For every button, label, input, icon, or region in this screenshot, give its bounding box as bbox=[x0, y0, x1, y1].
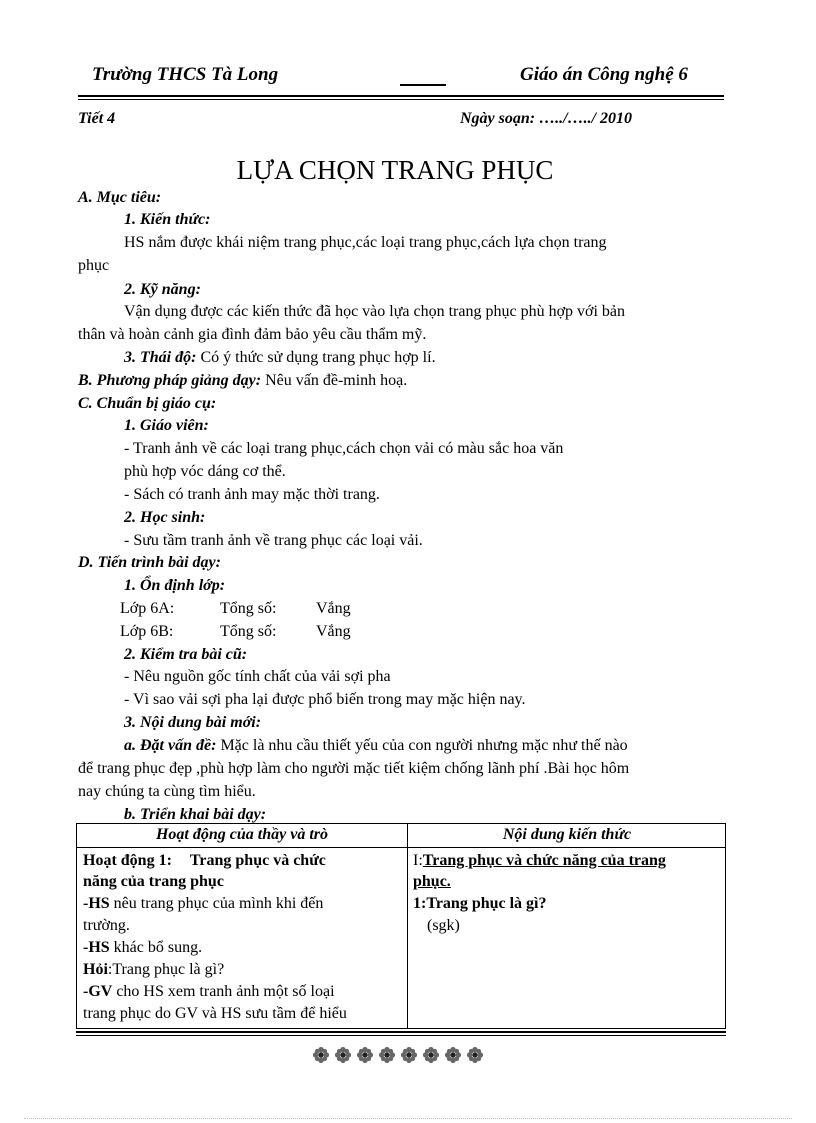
table-left-line-1 bbox=[83, 894, 323, 914]
section-d1-title: 1. Ổn định lớp: bbox=[124, 577, 226, 594]
table-column-divider bbox=[407, 824, 408, 1028]
class-row-lop: Lớp 6B: bbox=[120, 623, 174, 640]
section-d3a-text-3: nay chúng ta cùng tìm hiểu. bbox=[78, 783, 256, 800]
page-title: LỰA CHỌN TRANG PHỤC bbox=[236, 155, 554, 185]
section-a3-title: 3. Thái độ: bbox=[124, 349, 197, 366]
section-d2-title: 2. Kiểm tra bài cũ: bbox=[124, 646, 248, 663]
section-d-title: D. Tiến trình bài dạy: bbox=[78, 554, 221, 571]
section-d3a-text-2: để trang phục đẹp ,phù hợp làm cho người mặc tiết kiệm chống lãnh phí .Bài học hôm bbox=[78, 760, 630, 777]
table-left-line-4 bbox=[83, 960, 224, 980]
header-subject: Giáo án Công nghệ 6 bbox=[520, 64, 688, 85]
table-left-line-1-bold: -HS bbox=[83, 895, 110, 912]
table-header-divider bbox=[77, 847, 725, 848]
section-c1-title: 1. Giáo viên: bbox=[124, 417, 209, 434]
section-a2-title: 2. Kỹ năng: bbox=[124, 281, 201, 298]
section-c2-title: 2. Học sinh: bbox=[124, 509, 206, 526]
activity-1-title-2: năng của trang phục bbox=[83, 873, 224, 890]
table-left-line-3-bold: -HS bbox=[83, 939, 110, 956]
table-left-line-6: trang phục do GV và HS sưu tầm để hiểu bbox=[83, 1005, 347, 1022]
table-left-line-5-bold: -GV bbox=[83, 983, 113, 1000]
prep-date: Ngày soạn: …../…../ 2010 bbox=[460, 110, 632, 127]
flower-icon bbox=[378, 1046, 396, 1064]
activity-1-title-1: Trang phục và chức bbox=[189, 852, 326, 869]
section-a2-text-1: Vận dụng được các kiến thức đã học vào lựa chọn trang phục phù hợp với bản bbox=[124, 303, 626, 320]
header-dash bbox=[400, 84, 446, 86]
table-left-line-4-bold: Hỏi bbox=[83, 961, 108, 978]
activity-1-label: Hoạt động 1: bbox=[83, 852, 172, 869]
section-d2-text-1: - Nêu nguồn gốc tính chất của vải sợi pha bbox=[124, 668, 391, 685]
section-a2-text-2: thân và hoàn cảnh gia đình đảm bảo yêu cầu thẩm mỹ. bbox=[78, 326, 427, 343]
page-bottom-dotted-line bbox=[24, 1118, 792, 1119]
lesson-table bbox=[76, 823, 726, 1029]
section-d3-title: 3. Nội dung bài mới: bbox=[124, 714, 262, 731]
section-d3a-title: a. Đặt vấn đề: bbox=[124, 737, 217, 754]
header-rule bbox=[78, 95, 724, 97]
flower-icon bbox=[312, 1046, 330, 1064]
section-b-title: B. Phương pháp giảng dạy: bbox=[78, 372, 262, 389]
section-b-text: Nêu vấn đề-minh hoạ. bbox=[261, 372, 408, 389]
section-d3a bbox=[124, 736, 628, 756]
table-left-line-1-text: nêu trang phục của mình khi đến bbox=[109, 895, 324, 912]
flower-icon bbox=[422, 1046, 440, 1064]
class-row-tong: Tổng số: bbox=[220, 623, 277, 640]
footer-rule bbox=[76, 1031, 726, 1033]
flower-icon bbox=[356, 1046, 374, 1064]
activity-1-title bbox=[83, 851, 326, 871]
table-header-activities: Hoạt động của thầy và trò bbox=[155, 826, 328, 843]
section-c-title: C. Chuẩn bị giáo cụ: bbox=[78, 395, 217, 412]
lesson-number: Tiết 4 bbox=[78, 110, 116, 127]
content-section-prefix: I: bbox=[413, 852, 423, 869]
section-b bbox=[78, 371, 407, 391]
class-row-tong: Tổng số: bbox=[220, 600, 277, 617]
flower-icon bbox=[334, 1046, 352, 1064]
section-a1-text-2: phục bbox=[78, 257, 110, 274]
table-header-content: Nội dung kiến thức bbox=[502, 826, 632, 843]
class-row-vang: Vắng bbox=[316, 623, 351, 640]
section-c1-text-2: phù hợp vóc dáng cơ thể. bbox=[124, 463, 286, 480]
content-question-1: 1:Trang phục là gì? bbox=[413, 895, 547, 912]
section-c1-text-3: - Sách có tranh ảnh may mặc thời trang. bbox=[124, 486, 380, 503]
section-c1-text-1: - Tranh ảnh về các loại trang phục,cách chọn vải có màu sắc hoa văn bbox=[124, 440, 564, 457]
flower-icon bbox=[400, 1046, 418, 1064]
content-answer-1: (sgk) bbox=[427, 917, 460, 934]
class-row-vang: Vắng bbox=[316, 600, 351, 617]
section-a1-title: 1. Kiến thức: bbox=[124, 211, 211, 228]
table-left-line-5-text: cho HS xem tranh ảnh một số loại bbox=[112, 983, 335, 1000]
section-a3 bbox=[124, 348, 436, 368]
table-left-line-2: trường. bbox=[83, 917, 130, 934]
section-a1-text-1: HS nắm được khái niệm trang phục,các loại trang phục,cách lựa chọn trang bbox=[124, 234, 607, 251]
flower-icon bbox=[466, 1046, 484, 1064]
content-section-1 bbox=[413, 851, 666, 871]
content-section-title-1: Trang phục và chức năng của trang bbox=[422, 852, 666, 869]
table-left-line-5 bbox=[83, 982, 335, 1002]
section-a-title: A. Mục tiêu: bbox=[78, 189, 162, 206]
content-section-title-2: phục. bbox=[413, 873, 451, 890]
footer-ornament bbox=[312, 1046, 484, 1070]
flower-icon bbox=[444, 1046, 462, 1064]
section-a3-text: Có ý thức sử dụng trang phục hợp lí. bbox=[196, 349, 436, 366]
table-left-line-4-text: :Trang phục là gì? bbox=[107, 961, 225, 978]
section-d3a-text-1: Mặc là nhu cầu thiết yếu của con người nhưng mặc như thế nào bbox=[216, 737, 628, 754]
table-left-line-3-text: khác bổ sung. bbox=[109, 939, 203, 956]
section-c2-text: - Sưu tầm tranh ảnh về trang phục các loại vải. bbox=[124, 532, 423, 549]
footer-rule-thin bbox=[76, 1035, 726, 1036]
section-d2-text-2: - Vì sao vải sợi pha lại được phổ biến trong may mặc hiện nay. bbox=[124, 691, 526, 708]
section-d3b-title: b. Triển khai bài dạy: bbox=[124, 806, 267, 823]
header-rule-thin bbox=[78, 99, 724, 100]
table-left-line-3 bbox=[83, 938, 202, 958]
header-school: Trường THCS Tà Long bbox=[92, 64, 279, 85]
class-row-lop: Lớp 6A: bbox=[120, 600, 175, 617]
